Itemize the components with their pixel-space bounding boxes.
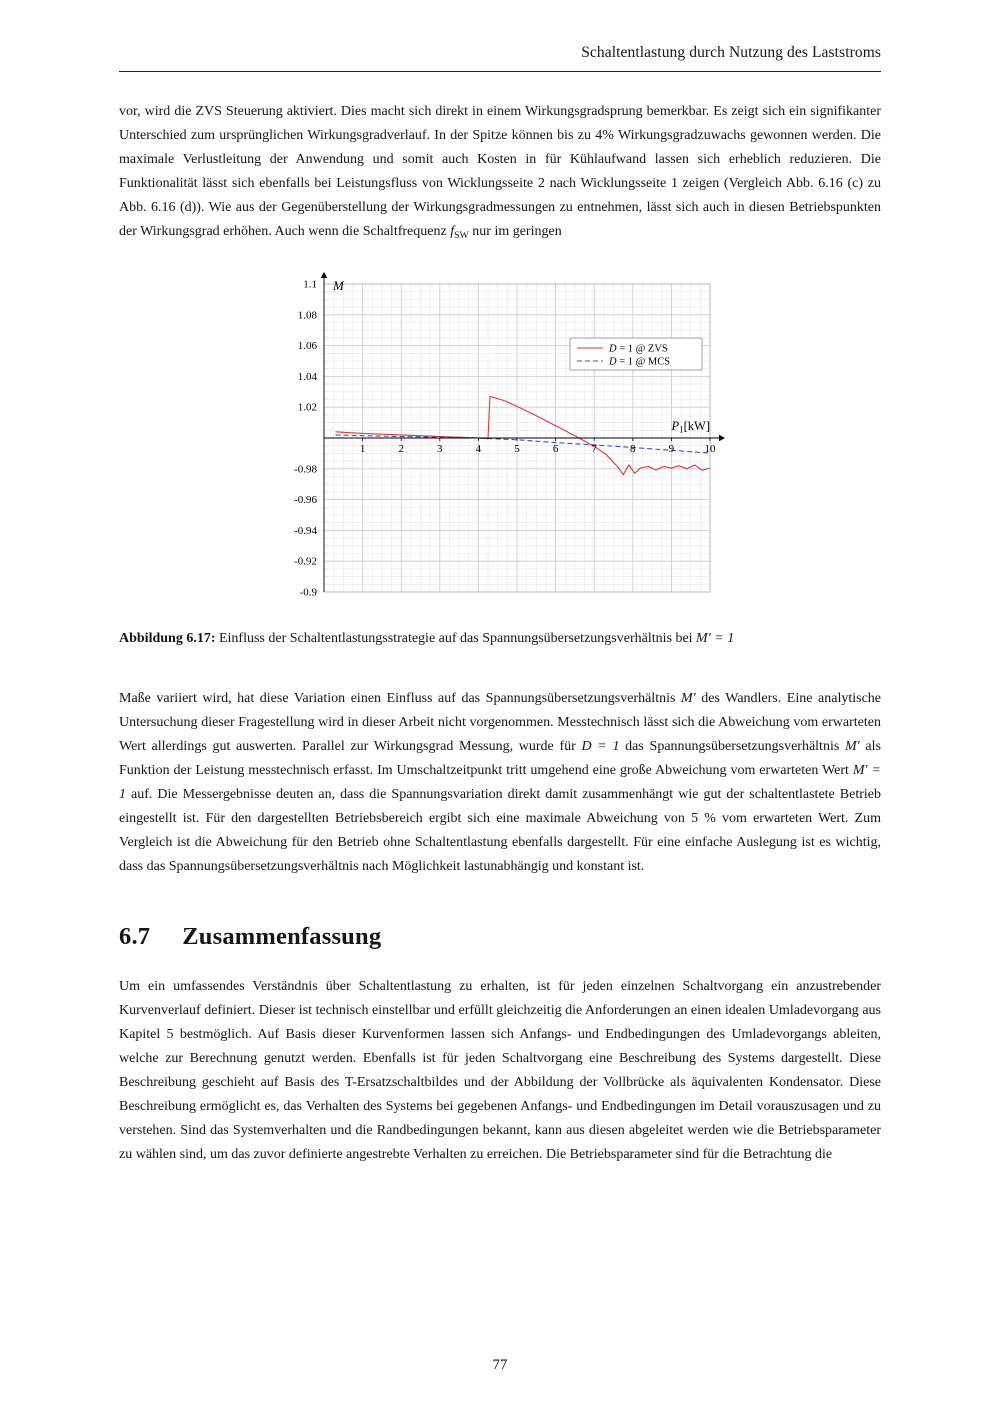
text-segment: f — [450, 224, 455, 239]
svg-text:5: 5 — [514, 442, 520, 455]
text-segment: Um ein umfassendes Verständnis über Schaltentlastung zu erhalten, ist für jeden einzelnen Schaltvorgang ein anzustrebender Kurvenverlauf definiert. Dieser ist technisch einstellbar und erfüllt gleichzeitig die Anforderungen an einen idealen Umladevorgang aus Kapitel 5 bestmöglich. Auf Basis dieser Kurvenformen lassen sich Anfangs- und Endbedingungen des Umladevorgangs ableiten, welche zur Berechnung genutzt werden. Ebenfalls ist für jeden Schaltvorgang eine Beschreibung des Systems dargestellt. Diese Beschreibung geschieht auf Basis des T-Ersatzschaltbildes und der Abbildung der Vollbrücke als äquivalenten Kondensator. Diese Beschreibung ermöglicht es, das Verhalten des Systems bei gegebenen Anfangs- und Endbedingungen im Detail vorauszusagen und zu verstehen. Sind das Systemverhalten und die Randbedingungen bekannt, kann aus diesen abgeleitet werden wie die Betriebsparameter zu wählen sind, um das zuvor definierte angestrebte Verhalten zu erreichen. Die Betriebsparameter sind für die Betrachtung die — [119, 978, 881, 1162]
text-segment: D = 1 — [581, 738, 620, 754]
svg-text:D = 1 @ MCS: D = 1 @ MCS — [609, 356, 671, 368]
text-segment: das Spannungsübersetzungsverhältnis — [619, 738, 845, 754]
running-head: Schaltentlastung durch Nutzung des Laststroms — [581, 44, 881, 61]
svg-text:-0.92: -0.92 — [294, 555, 317, 568]
svg-text:1.02: 1.02 — [297, 401, 317, 414]
paragraph-2 — [119, 687, 881, 879]
svg-text:9: 9 — [668, 442, 675, 455]
text-segment: SW — [454, 229, 469, 241]
text-segment: vor, wird die ZVS Steuerung aktiviert. Dies macht sich direkt in einem Wirkungsgradsprung bemerkbar. Es zeigt sich ein signifikanter Unterschied zum ursprünglichen Wirkungsgradverlauf. In der Spitze können bis zu 4% Wirkungsgradzuwachs gewonnen werden. Die maximale Verlustleitung der Anwendung und somit auch Kosten in für Kühlaufwand lassen sich erheblich reduzieren. Die Funktionalität lässt sich ebenfalls bei Leistungsfluss von Wicklungsseite 2 nach Wicklungsseite 1 zeigen (Vergleich Abb. 6.16 (c) zu Abb. 6.16 (d)). Wie aus der Gegenüberstellung der Wirkungsgradmessungen zu entnehmen, lässt sich auch in diesen Betriebspunkten der Wirkungsgrad erhöhen. Auch wenn die Schaltfrequenz — [119, 104, 881, 239]
svg-text:1.04: 1.04 — [297, 370, 317, 383]
page-body — [119, 100, 881, 1167]
page-header — [119, 44, 881, 72]
svg-text:1.06: 1.06 — [297, 340, 317, 353]
page-number: 77 — [492, 1357, 508, 1373]
text-segment: M′ — [680, 690, 696, 706]
svg-text:8: 8 — [630, 442, 636, 455]
text-segment: Einfluss der Schaltentlastungsstrategie auf das Spannungsübersetzungsverhältnis bei — [215, 630, 697, 646]
svg-text:4: 4 — [475, 442, 482, 455]
svg-text:1.1: 1.1 — [303, 278, 317, 291]
section-number: 6.7 — [119, 922, 151, 950]
section-heading — [119, 923, 881, 951]
svg-text:6: 6 — [552, 442, 559, 455]
text-segment: als Funktion der Leistung messtechnisch erfasst. Im Umschaltzeitpunkt tritt umgehend eine große Abweichung vom erwarteten Wert — [119, 738, 881, 778]
text-segment: des Wandlers. Eine analytische Untersuchung dieser Fragestellung wird in dieser Arbeit nicht vorgenommen. Messtechnisch lässt sich die Abweichung vom erwarteten Wert allerdings gut auswerten. Parallel zur Wirkungsgrad Messung, wurde für — [119, 690, 881, 754]
section-title: Zusammenfassung — [182, 922, 382, 950]
text-segment: nur im geringen — [468, 224, 562, 239]
line-chart — [274, 270, 726, 612]
svg-text:10: 10 — [704, 442, 716, 455]
svg-text:1.08: 1.08 — [297, 309, 317, 322]
text-segment: auf. Die Messergebnisse deuten an, dass die Spannungsvariation direkt damit zusammenhängt wie gut der schaltentlastete Betrieb eingestellt ist. Für den dargestellten Betriebsbereich ergibt sich eine maximale Abweichung von 5 % vom erwarteten Wert. Zum Vergleich ist die Abweichung für den Betrieb ohne Schaltentlastung ebenfalls dargestellt. Für eine einfache Auslegung ist es wichtig, dass das Spannungsübersetzungsverhältnis nach Möglichkeit lastunabhängig und konstant ist. — [119, 786, 881, 874]
svg-text:3: 3 — [437, 442, 443, 455]
svg-text:P1[kW]: $P_1[kW]$ — [671, 418, 710, 435]
svg-text:-0.96: -0.96 — [294, 494, 317, 507]
svg-text:1: 1 — [359, 442, 366, 455]
paragraph-3 — [119, 975, 881, 1167]
text-segment: M′ = 1 — [696, 630, 735, 646]
text-segment: Abbildung 6.17: — [119, 630, 216, 646]
text-segment: M′ = 1 — [119, 762, 881, 802]
svg-text:M: M — [333, 277, 344, 293]
svg-text:7: 7 — [591, 442, 597, 455]
svg-text:D = 1 @ ZVS: D = 1 @ ZVS — [609, 343, 668, 355]
text-segment: M′ — [844, 738, 860, 754]
text-segment: Maße variiert wird, hat diese Variation einen Einfluss auf das Spannungsübersetzungsverhältnis — [119, 690, 681, 706]
paragraph-1 — [119, 100, 881, 248]
svg-text:-0.98: -0.98 — [294, 463, 317, 476]
figure-abbildung-6-17 — [119, 270, 881, 617]
header-rule — [119, 71, 881, 72]
svg-text:-0.9: -0.9 — [299, 586, 317, 599]
svg-text:-0.94: -0.94 — [294, 524, 317, 537]
svg-text:2: 2 — [398, 442, 404, 455]
figure-caption — [119, 627, 881, 651]
